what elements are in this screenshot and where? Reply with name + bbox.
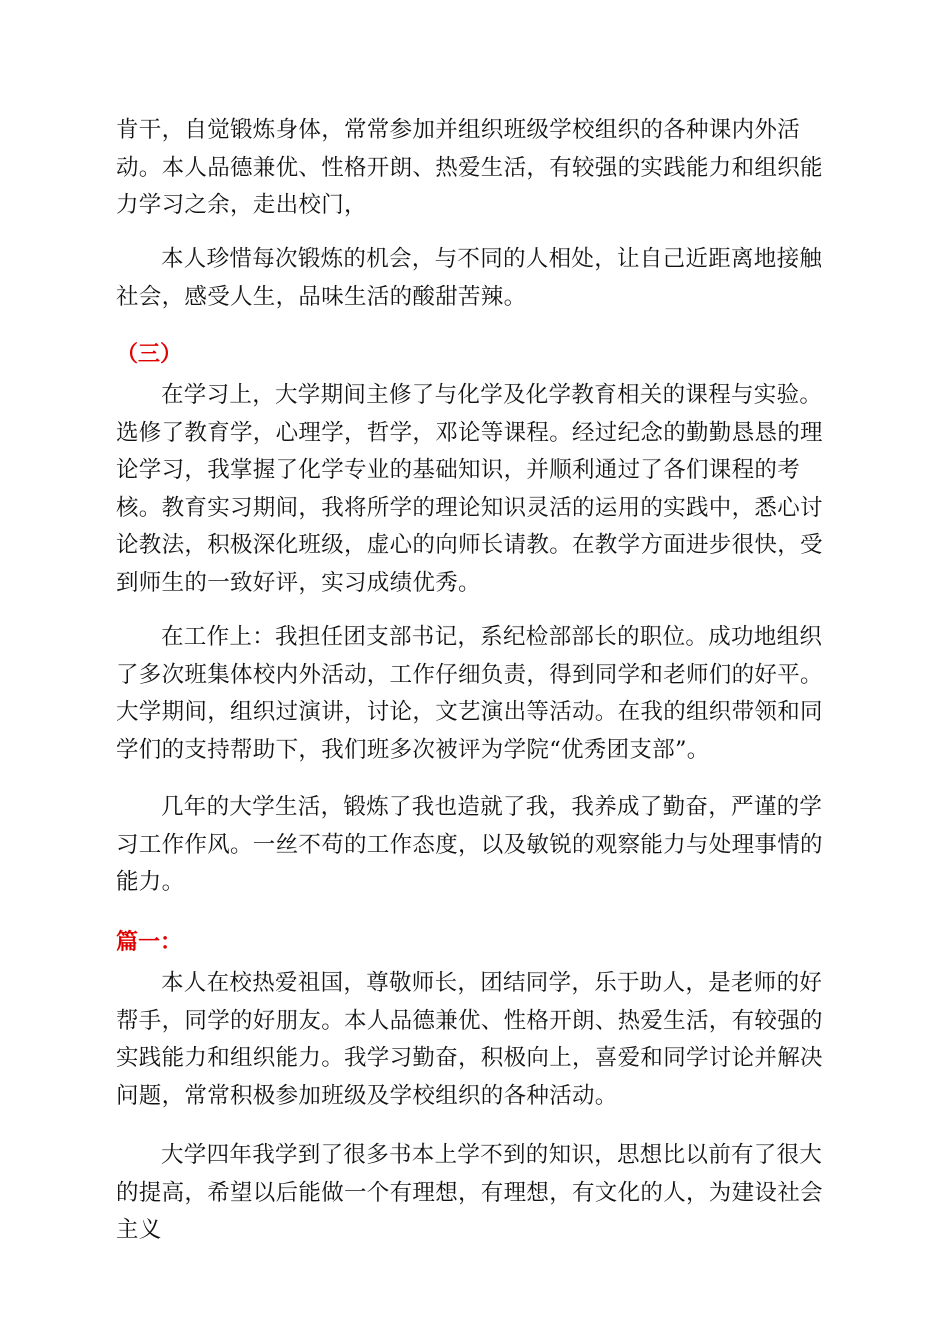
paragraph-2: 本人珍惜每次锻炼的机会，与不同的人相处，让自己近距离地接触社会，感受人生，品味生活的酸甜苦辣。 [116, 246, 823, 310]
section-heading-pian-yi: 篇一： [116, 930, 183, 955]
paragraph-6: 本人在校热爱祖国，尊敬师长，团结同学，乐于助人，是老师的好帮手，同学的好朋友。本人品德兼优、性格开朗、热爱生活，有较强的实践能力和组织能力。我学习勤奋，积极向上，喜爱和同学讨论并解决问题，常常积极参加班级及学校组织的各种活动。 [116, 970, 823, 1109]
paragraph-4: 在工作上：我担任团支部书记，系纪检部部长的职位。成功地组织了多次班集体校内外活动，工作仔细负责，得到同学和老师们的好平。大学期间，组织过演讲，讨论，文艺演出等活动。在我的组织带领和同学们的支持帮助下，我们班多次被评为学院“优秀团支部”。 [116, 624, 823, 763]
paragraph-3: 在学习上，大学期间主修了与化学及化学教育相关的课程与实验。选修了教育学，心理学，哲学，邓论等课程。经过纪念的勤勤恳恳的理论学习，我掌握了化学专业的基础知识，并顺利通过了各们课程的考核。教育实习期间，我将所学的理论知识灵活的运用的实践中，悉心讨论教法，积极深化班级，虚心的向师长请教。在教学方面进步很快，受到师生的一致好评，实习成绩优秀。 [116, 382, 823, 596]
paragraph-7: 大学四年我学到了很多书本上学不到的知识，思想比以前有了很大的提高，希望以后能做一个有理想，有理想，有文化的人，为建设社会主义 [116, 1142, 823, 1243]
paragraph-5: 几年的大学生活，锻炼了我也造就了我，我养成了勤奋，严谨的学习工作作风。一丝不苟的工作态度，以及敏锐的观察能力与处理事情的能力。 [116, 794, 823, 895]
paragraph-1: 肯干，自觉锻炼身体，常常参加并组织班级学校组织的各种课内外活动。本人品德兼优、性格开朗、热爱生活，有较强的实践能力和组织能力学习之余，走出校门， [116, 117, 823, 218]
section-heading-san: （三） [116, 342, 183, 367]
